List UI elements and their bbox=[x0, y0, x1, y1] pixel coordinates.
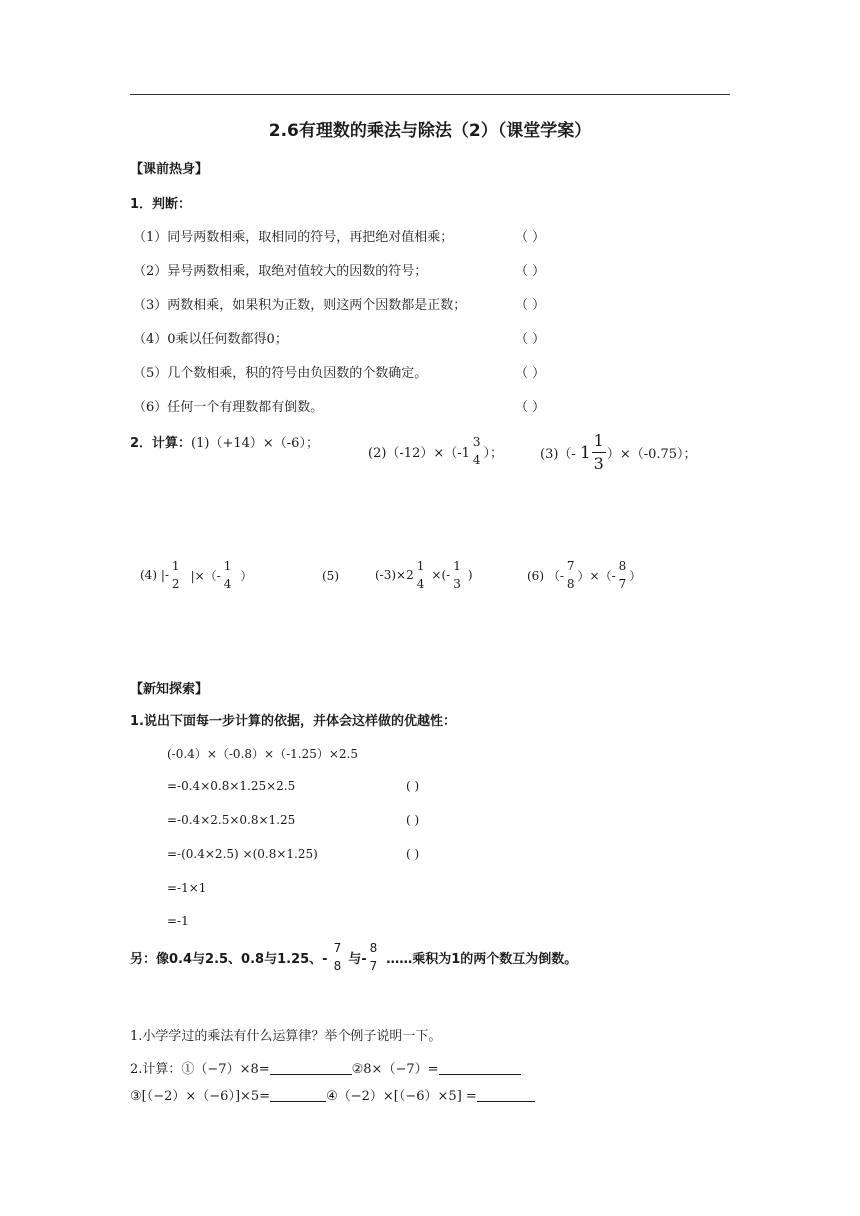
judge-answer-paren[interactable]: （ ） bbox=[515, 366, 546, 381]
fraction-7-8 bbox=[332, 942, 344, 972]
denominator: 8 bbox=[333, 959, 342, 973]
numerator: 7 bbox=[333, 941, 342, 955]
calc-item-5-mid: ×(- bbox=[431, 568, 451, 582]
calc-item-6-prefix: (6) （- bbox=[527, 568, 564, 583]
numerator: 1 bbox=[223, 559, 232, 573]
fraction-1-3 bbox=[592, 433, 606, 472]
step-reason-paren[interactable]: ( ) bbox=[406, 779, 420, 793]
calc2-row-2 bbox=[130, 1085, 535, 1104]
denominator: 3 bbox=[453, 577, 461, 591]
calc-item-6-mid: ）×（- bbox=[577, 568, 616, 583]
calc-item-4-prefix: (4) |- bbox=[140, 568, 169, 582]
numerator: 1 bbox=[171, 559, 180, 573]
calc-step: (-0.4）×（-0.8）×（-1.25）×2.5 bbox=[167, 747, 358, 761]
judge-answer-paren[interactable]: （ ） bbox=[515, 264, 546, 279]
calc2-item-a: 2.计算：①（−7）×8= bbox=[130, 1062, 270, 1077]
denominator: 7 bbox=[618, 577, 627, 591]
numerator: 1 bbox=[453, 559, 461, 573]
judge-item: （5）几个数相乘，积的符号由负因数的个数确定。 bbox=[133, 366, 428, 381]
answer-blank[interactable] bbox=[270, 1060, 352, 1075]
step-reason-paren[interactable]: ( ) bbox=[406, 813, 420, 827]
judge-answer-paren[interactable]: （ ） bbox=[515, 230, 546, 245]
numerator: 7 bbox=[566, 559, 575, 573]
note-mid: 与- bbox=[348, 951, 367, 967]
calc-step: =-0.4×2.5×0.8×1.25 bbox=[167, 813, 296, 827]
calc-item-5-prefix: (-3)×2 bbox=[375, 568, 414, 582]
judge-answer-paren[interactable]: （ ） bbox=[515, 298, 546, 313]
explore-heading: 【新知探索】 bbox=[130, 682, 209, 697]
calc2-row-1 bbox=[130, 1058, 521, 1077]
note-prefix: 另：像0.4与2.5、0.8与1.25、- bbox=[130, 951, 328, 967]
calc-row-1 bbox=[130, 432, 319, 451]
judge-answer-paren[interactable]: （ ） bbox=[515, 332, 546, 347]
denominator: 7 bbox=[369, 959, 378, 973]
answer-blank[interactable] bbox=[477, 1087, 535, 1102]
calc-item-5-label: (5) bbox=[322, 569, 339, 583]
calc-item-3-prefix: (3)（- bbox=[540, 447, 576, 462]
calc-item-3 bbox=[540, 433, 697, 472]
judge-question-label: 1．判断： bbox=[130, 197, 192, 212]
numerator: 3 bbox=[472, 435, 481, 449]
answer-blank[interactable] bbox=[439, 1060, 521, 1075]
numerator: 8 bbox=[369, 941, 378, 955]
calc-step: =-(0.4×2.5) ×(0.8×1.25) bbox=[167, 847, 318, 861]
calc-step: =-1×1 bbox=[167, 881, 207, 895]
note-suffix: ……乘积为1的两个数互为倒数。 bbox=[386, 951, 578, 967]
judge-item: （6）任何一个有理数都有倒数。 bbox=[133, 400, 324, 415]
denominator: 4 bbox=[472, 453, 481, 467]
calc-item-5 bbox=[375, 560, 473, 590]
mixed-whole: 1 bbox=[579, 442, 591, 463]
calc-item-4-mid: |×（- bbox=[190, 568, 221, 583]
fraction-1-4 bbox=[222, 560, 234, 590]
calc-item-2 bbox=[368, 436, 503, 466]
calc-item-4 bbox=[140, 560, 252, 590]
fraction-1-3 bbox=[451, 560, 463, 590]
calc-item-5-suffix: ) bbox=[467, 568, 473, 582]
calc-step: =-0.4×0.8×1.25×2.5 bbox=[167, 779, 296, 793]
denominator: 8 bbox=[566, 577, 575, 591]
fraction-3-4 bbox=[471, 436, 483, 466]
judge-item: （2）异号两数相乘，取绝对值较大的因数的符号； bbox=[133, 264, 428, 279]
fraction-8-7 bbox=[617, 560, 629, 590]
calc-item-3-suffix: ）×（-0.75）； bbox=[606, 447, 697, 462]
calc2-item-c: ③[（−2）×（−6）]×5= bbox=[130, 1089, 271, 1104]
calc-item-1: (1)（+14）×（-6）； bbox=[191, 436, 319, 451]
denominator: 4 bbox=[223, 577, 232, 591]
calc-item-2-suffix: ）； bbox=[483, 445, 504, 461]
numerator: 1 bbox=[592, 433, 606, 453]
reciprocal-note bbox=[130, 942, 577, 972]
numerator: 8 bbox=[618, 559, 627, 573]
explore-question-label: 1.说出下面每一步计算的依据，并体会这样做的优越性： bbox=[130, 714, 456, 729]
calc-item-2-prefix: (2)（-12）×（-1 bbox=[368, 445, 470, 461]
multiplication-law-question: 1.小学学过的乘法有什么运算律？举个例子说明一下。 bbox=[130, 1029, 442, 1044]
warmup-heading: 【课前热身】 bbox=[130, 162, 209, 177]
calc-step: =-1 bbox=[167, 914, 189, 928]
denominator: 3 bbox=[593, 454, 604, 473]
judge-item: （1）同号两数相乘，取相同的符号，再把绝对值相乘； bbox=[133, 230, 454, 245]
judge-item: （3）两数相乘，如果积为正数，则这两个因数都是正数； bbox=[133, 298, 467, 313]
calc-question-label: 2．计算： bbox=[130, 436, 192, 451]
calc-item-6 bbox=[527, 560, 641, 590]
denominator: 4 bbox=[416, 577, 425, 591]
fraction-8-7 bbox=[368, 942, 380, 972]
page-title: 2.6有理数的乘法与除法（2）（课堂学案） bbox=[268, 121, 592, 141]
denominator: 2 bbox=[171, 577, 180, 591]
numerator: 1 bbox=[416, 559, 425, 573]
fraction-1-2 bbox=[170, 560, 182, 590]
calc-item-4-suffix: ） bbox=[240, 568, 253, 583]
answer-blank[interactable] bbox=[270, 1087, 326, 1102]
header-rule bbox=[130, 94, 730, 95]
step-reason-paren[interactable]: ( ) bbox=[406, 847, 420, 861]
calc-item-6-suffix: ） bbox=[629, 568, 642, 583]
calc2-item-b: ②8×（−7）= bbox=[351, 1062, 439, 1077]
judge-answer-paren[interactable]: （ ） bbox=[515, 400, 546, 415]
fraction-1-4 bbox=[415, 560, 427, 590]
calc2-item-d: ④（−2）×[（−6）×5] = bbox=[326, 1089, 477, 1104]
judge-item: （4）0乘以任何数都得0； bbox=[133, 332, 288, 347]
fraction-7-8 bbox=[565, 560, 577, 590]
